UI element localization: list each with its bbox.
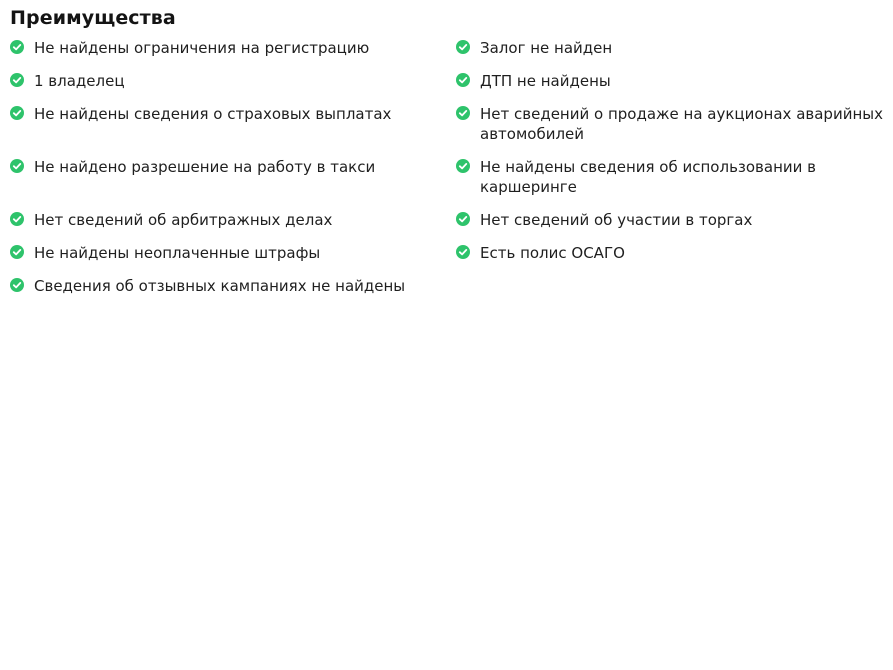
advantage-label: Нет сведений об участии в торгах	[480, 211, 753, 229]
check-circle-icon	[10, 212, 24, 226]
advantage-label: ДТП не найдены	[480, 72, 611, 90]
advantage-item	[10, 243, 456, 263]
advantage-item	[456, 157, 888, 197]
check-circle-icon	[456, 73, 470, 87]
advantage-label: 1 владелец	[34, 72, 125, 90]
check-circle-icon	[456, 212, 470, 226]
check-circle-icon	[456, 159, 470, 173]
advantage-item	[456, 104, 888, 144]
check-circle-icon	[456, 245, 470, 259]
advantage-label: Сведения об отзывных кампаниях не найдены	[34, 277, 406, 295]
advantage-item	[10, 104, 456, 124]
advantages-column-left	[10, 38, 456, 309]
advantages-column-right	[456, 38, 888, 309]
advantage-item	[456, 210, 888, 230]
check-circle-icon	[10, 278, 24, 292]
advantage-label: Нет сведений о продаже на аукционах аварийных автомобилей	[480, 105, 883, 143]
check-circle-icon	[10, 73, 24, 87]
advantage-label: Не найдены неоплаченные штрафы	[34, 244, 321, 262]
advantage-item	[456, 38, 888, 58]
check-circle-icon	[10, 106, 24, 120]
advantage-label: Нет сведений об арбитражных делах	[34, 211, 333, 229]
advantage-item	[10, 71, 456, 91]
advantage-label: Есть полис ОСАГО	[480, 244, 625, 262]
advantages-section	[0, 0, 893, 309]
check-circle-icon	[10, 40, 24, 54]
check-circle-icon	[10, 159, 24, 173]
advantage-label: Не найдены ограничения на регистрацию	[34, 39, 370, 57]
advantage-label: Залог не найден	[480, 39, 613, 57]
check-circle-icon	[10, 245, 24, 259]
advantage-label: Не найдено разрешение на работу в такси	[34, 158, 376, 176]
advantage-item	[456, 243, 888, 263]
advantage-item	[10, 210, 456, 230]
check-circle-icon	[456, 106, 470, 120]
advantage-item	[456, 71, 888, 91]
advantage-label: Не найдены сведения о страховых выплатах	[34, 105, 392, 123]
advantage-item	[10, 276, 456, 296]
advantage-item	[10, 157, 456, 177]
advantage-item	[10, 38, 456, 58]
advantage-label: Не найдены сведения об использовании в каршеринге	[480, 158, 817, 196]
check-circle-icon	[456, 40, 470, 54]
advantages-grid	[10, 38, 893, 309]
section-title: Преимущества	[10, 7, 176, 29]
